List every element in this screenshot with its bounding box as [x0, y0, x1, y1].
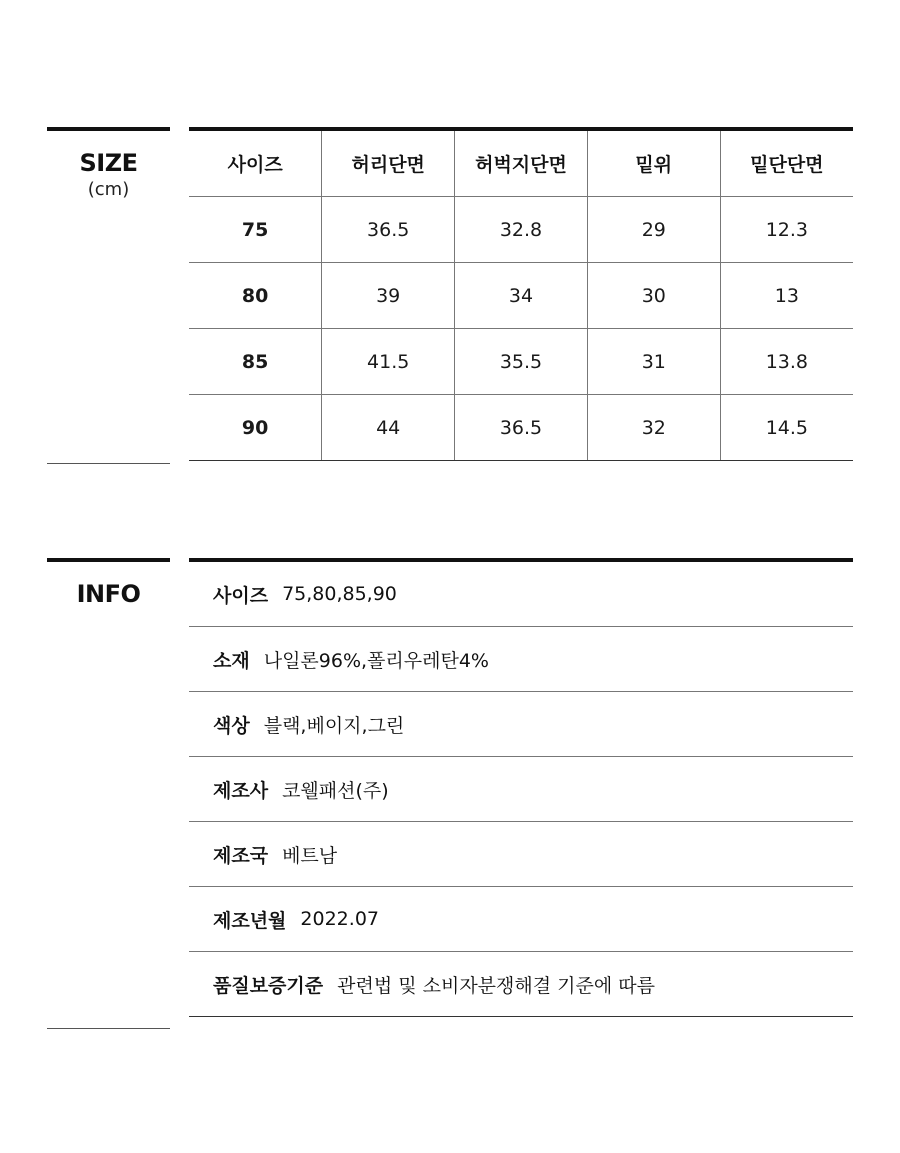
table-cell: 44: [322, 395, 455, 461]
table-row: [189, 197, 853, 263]
table-cell: 14.5: [720, 395, 853, 461]
info-key: 제조년월: [213, 909, 287, 932]
info-row-material: [189, 627, 853, 692]
table-cell: 80: [189, 263, 322, 329]
table-cell: 30: [587, 263, 720, 329]
info-row-warranty: [189, 952, 853, 1017]
info-row-size: [189, 562, 853, 627]
table-cell: 32.8: [455, 197, 588, 263]
info-key: 사이즈: [213, 584, 269, 607]
table-row: [189, 395, 853, 461]
info-key: 제조국: [213, 844, 269, 867]
info-title: INFO: [76, 580, 141, 608]
header-thigh: 허벅지단면: [455, 131, 588, 197]
header-size: 사이즈: [189, 131, 322, 197]
table-cell: 90: [189, 395, 322, 461]
table-cell: 34: [455, 263, 588, 329]
size-table-header-row: [189, 131, 853, 197]
info-row-date: [189, 887, 853, 952]
info-row-country: [189, 822, 853, 887]
table-cell: 36.5: [322, 197, 455, 263]
table-row: [189, 329, 853, 395]
info-value: 베트남: [282, 844, 338, 867]
table-row: [189, 263, 853, 329]
info-key: 제조사: [213, 779, 269, 802]
size-table: [189, 131, 853, 461]
info-key: 소재: [213, 649, 250, 672]
info-row-manufacturer: [189, 757, 853, 822]
info-value: 코웰패션(주): [282, 779, 389, 802]
table-cell: 75: [189, 197, 322, 263]
table-cell: 31: [587, 329, 720, 395]
info-value: 나일론96%,폴리우레탄4%: [263, 649, 489, 672]
table-cell: 13: [720, 263, 853, 329]
table-cell: 13.8: [720, 329, 853, 395]
table-cell: 36.5: [455, 395, 588, 461]
size-unit: (cm): [87, 179, 130, 200]
table-cell: 29: [587, 197, 720, 263]
size-section-label: [47, 127, 170, 464]
info-key: 품질보증기준: [213, 974, 324, 997]
table-cell: 12.3: [720, 197, 853, 263]
info-row-color: [189, 692, 853, 757]
header-rise: 밑위: [587, 131, 720, 197]
table-cell: 35.5: [455, 329, 588, 395]
info-value: 블랙,베이지,그린: [263, 714, 405, 737]
info-value: 2022.07: [300, 908, 379, 930]
table-cell: 39: [322, 263, 455, 329]
size-table-container: [189, 127, 853, 461]
info-value: 75,80,85,90: [282, 583, 397, 605]
info-key: 색상: [213, 714, 250, 737]
info-list: [189, 558, 853, 1017]
table-cell: 32: [587, 395, 720, 461]
size-title: SIZE: [79, 149, 138, 177]
info-section-label: [47, 558, 170, 1029]
header-waist: 허리단면: [322, 131, 455, 197]
table-cell: 85: [189, 329, 322, 395]
table-cell: 41.5: [322, 329, 455, 395]
header-hem: 밑단단면: [720, 131, 853, 197]
info-value: 관련법 및 소비자분쟁해결 기준에 따름: [337, 974, 655, 997]
